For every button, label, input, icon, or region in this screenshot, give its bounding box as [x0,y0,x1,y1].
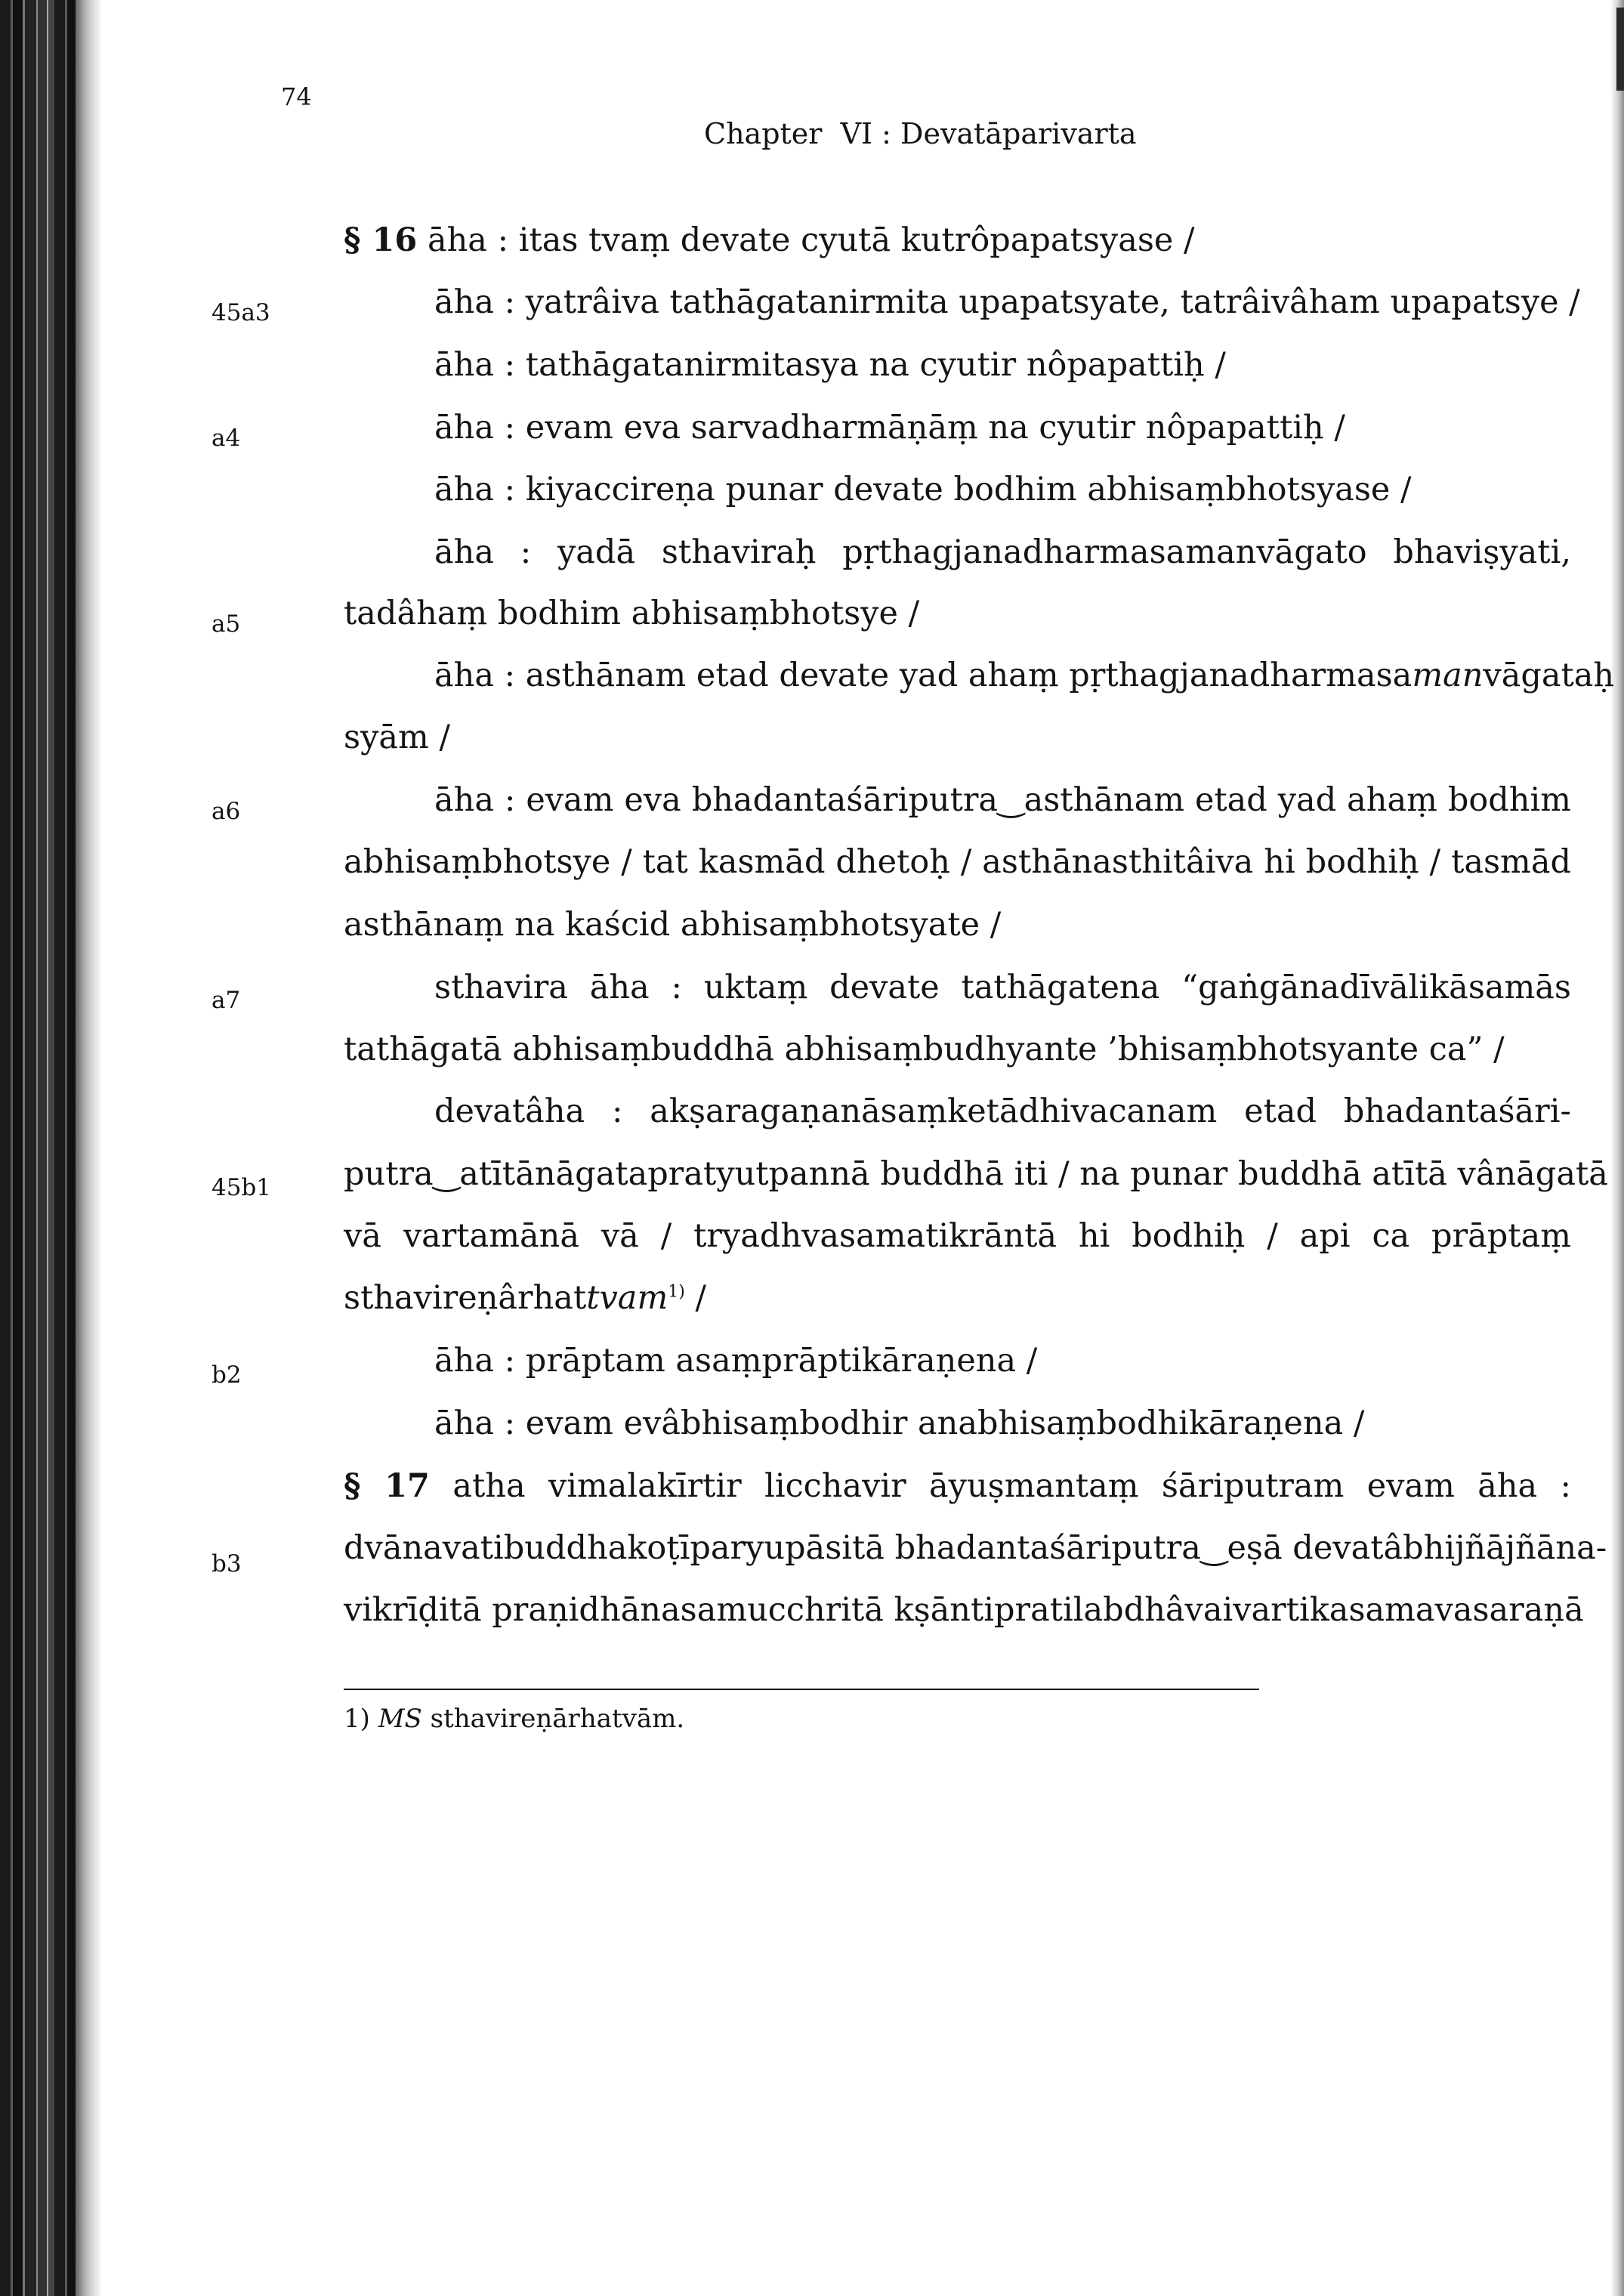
text-line: āha : yadā sthaviraḥ pṛthagjanadharmasamanvāgato bhaviṣyati, [434,533,1571,571]
text-line: abhisaṃbhotsye / tat kasmād dhetoḥ / asthānasthitâiva hi bodhiḥ / tasmād [344,843,1571,881]
scan-right-mark [1616,8,1624,91]
section-mark: § 16 [344,221,418,259]
text-line: āha : yatrâiva tathāgatanirmita upapatsyate, tatrâivâham upapatsye / [434,283,1580,321]
text-line: āha : tathāgatanirmitasya na cyutir nôpapattiḥ / [434,346,1226,384]
text-line: sthavireṇârhattvam$^{1)}$ / [344,1279,706,1317]
footnote: 1) MS sthavireṇārhatvām. [344,1704,685,1734]
text-line: putra‿atītānāgatapratyutpannā buddhā iti / na punar buddhā atītā vânāgatā [344,1155,1608,1193]
scan-right-edge [1610,0,1624,2296]
text-line: āha : prāptam asaṃprāptikāraṇena / [434,1342,1038,1380]
page-number: 74 [281,82,312,111]
footnote-ref: 1) [668,1282,685,1302]
text-line: dvānavatibuddhakoṭīparyupāsitā bhadantaśāriputra‿eṣā devatâbhijñājñāna- [344,1529,1607,1567]
text-line: syām / [344,718,450,756]
margin-ref: 45a3 [211,299,270,326]
margin-ref: b2 [211,1361,242,1389]
margin-ref: 45b1 [211,1174,272,1201]
running-header: Chapter VI : Devatāparivarta [704,117,1137,150]
text-line: vikrīḍitā praṇidhānasamucchritā kṣāntipratilabdhâvaivartikasamavasaraṇā [344,1591,1584,1629]
text-line: āha : asthānam etad devate yad ahaṃ pṛthagjanadharmasamanvāgataḥ [434,657,1615,694]
text-line: devatâha : akṣaragaṇanāsaṃketādhivacanam etad bhadantaśāri- [434,1092,1571,1130]
margin-ref: b3 [211,1550,242,1578]
margin-ref: a4 [211,425,241,452]
text-line: āha : evam eva bhadantaśāriputra‿asthānam etad yad ahaṃ bodhim [434,781,1571,819]
text-line: § 16 āha : itas tvaṃ devate cyutā kutrôpapatsyase / [344,221,1195,259]
margin-ref: a6 [211,798,241,825]
text-line: § 17 atha vimalakīrtir licchavir āyuṣmantaṃ śāriputram evam āha : [344,1467,1571,1505]
text-line: asthānaṃ na kaścid abhisaṃbhotsyate / [344,906,1002,944]
text-line: āha : evam eva sarvadharmāṇāṃ na cyutir nôpapattiḥ / [434,409,1345,447]
text-line: āha : kiyaccireṇa punar devate bodhim abhisaṃbhotsyase / [434,471,1412,508]
margin-ref: a5 [211,610,241,638]
margin-ref: a7 [211,987,241,1014]
scan-binding-edge [0,0,102,2296]
footnote-rule [344,1689,1259,1690]
section-mark: § 17 [344,1467,430,1505]
text-line: āha : evam evâbhisaṃbodhir anabhisaṃbodhikāraṇena / [434,1404,1365,1442]
text-line: tadâhaṃ bodhim abhisaṃbhotsye / [344,595,920,632]
text-line: tathāgatā abhisaṃbuddhā abhisaṃbudhyante ’bhisaṃbhotsyante ca” / [344,1031,1505,1068]
text-line: sthavira āha : uktaṃ devate tathāgatena “gaṅgānadīvālikāsamās [434,969,1571,1006]
text-line: vā vartamānā vā / tryadhvasamatikrāntā hi bodhiḥ / api ca prāptaṃ [344,1217,1571,1255]
